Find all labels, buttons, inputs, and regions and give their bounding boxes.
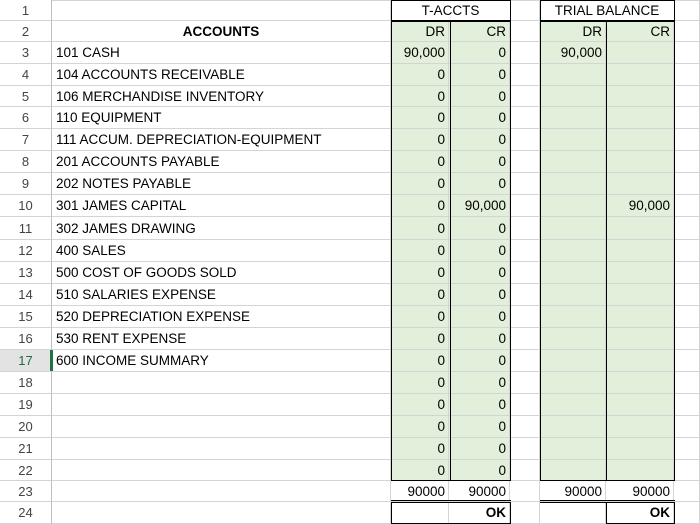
t-accts-dr-cell[interactable]: 0: [391, 328, 449, 350]
spacer-cell[interactable]: [510, 21, 540, 42]
t-accts-dr-cell[interactable]: 0: [391, 262, 449, 284]
empty-cell[interactable]: [674, 107, 700, 129]
trial-balance-header[interactable]: TRIAL BALANCE: [540, 0, 674, 21]
row-header[interactable]: 9: [0, 173, 52, 195]
cell-g1[interactable]: [674, 0, 700, 21]
spacer-cell[interactable]: [510, 481, 540, 502]
row-header[interactable]: 5: [0, 86, 52, 107]
spacer-cell[interactable]: [510, 42, 540, 64]
row-header[interactable]: 2: [0, 21, 52, 42]
table-row: [0, 129, 700, 151]
trial-balance-cr-cell[interactable]: OK: [606, 502, 674, 524]
table-row: [0, 21, 700, 42]
trial-balance-cr-cell[interactable]: [606, 416, 674, 438]
empty-cell[interactable]: [674, 481, 700, 502]
t-accts-header[interactable]: T-ACCTS: [391, 0, 510, 21]
trial-balance-cr-cell[interactable]: [606, 394, 674, 416]
spacer-cell[interactable]: [510, 502, 540, 524]
t-accts-cr-cell[interactable]: 0: [449, 262, 510, 284]
trial-balance-dr-header[interactable]: DR: [540, 21, 606, 42]
account-name-cell[interactable]: 302 JAMES DRAWING: [52, 217, 391, 240]
trial-balance-cr-cell[interactable]: [606, 372, 674, 394]
empty-cell[interactable]: [674, 151, 700, 173]
trial-balance-dr-cell[interactable]: [540, 217, 606, 240]
t-accts-cr-cell[interactable]: 0: [449, 328, 510, 350]
trial-balance-dr-cell[interactable]: [540, 350, 606, 372]
table-row: [0, 372, 700, 394]
trial-balance-dr-cell[interactable]: 90,000: [540, 42, 606, 64]
t-accts-cr-cell[interactable]: 0: [449, 64, 510, 86]
table-row: [0, 107, 700, 129]
trial-balance-cr-cell[interactable]: [606, 151, 674, 173]
account-name-cell[interactable]: 301 JAMES CAPITAL: [52, 195, 391, 217]
empty-cell[interactable]: [674, 86, 700, 107]
row-header[interactable]: 12: [0, 240, 52, 262]
t-accts-cr-cell[interactable]: 0: [449, 284, 510, 306]
spacer-cell[interactable]: [510, 394, 540, 416]
trial-balance-cr-cell[interactable]: 90,000: [606, 195, 674, 217]
trial-balance-cr-cell[interactable]: [606, 64, 674, 86]
spacer-cell[interactable]: [510, 438, 540, 460]
empty-cell[interactable]: [674, 394, 700, 416]
row-header[interactable]: 6: [0, 107, 52, 129]
t-accts-cr-cell[interactable]: 0: [449, 372, 510, 394]
account-name-cell[interactable]: 104 ACCOUNTS RECEIVABLE: [52, 64, 391, 86]
account-name-cell[interactable]: 400 SALES: [52, 240, 391, 262]
empty-cell[interactable]: [674, 262, 700, 284]
trial-balance-cr-cell[interactable]: [606, 240, 674, 262]
t-accts-cr-cell[interactable]: 0: [449, 460, 510, 481]
table-row: [0, 502, 700, 524]
account-name-cell[interactable]: 101 CASH: [52, 42, 391, 64]
row-header[interactable]: 1: [0, 0, 52, 21]
t-accts-cr-cell[interactable]: 0: [449, 107, 510, 129]
table-row: [0, 394, 700, 416]
t-accts-dr-cell[interactable]: 0: [391, 416, 449, 438]
empty-cell[interactable]: [674, 173, 700, 195]
t-accts-dr-cell[interactable]: 0: [391, 107, 449, 129]
trial-balance-cr-cell[interactable]: [606, 328, 674, 350]
table-row: [0, 86, 700, 107]
spacer-cell[interactable]: [510, 151, 540, 173]
t-accts-dr-cell[interactable]: 0: [391, 372, 449, 394]
t-accts-dr-cell[interactable]: 90000: [391, 481, 449, 502]
trial-balance-dr-cell[interactable]: [540, 372, 606, 394]
trial-balance-dr-cell[interactable]: 90000: [540, 481, 606, 502]
trial-balance-dr-cell[interactable]: [540, 86, 606, 107]
account-name-cell[interactable]: 201 ACCOUNTS PAYABLE: [52, 151, 391, 173]
table-row: [0, 416, 700, 438]
empty-cell[interactable]: [674, 306, 700, 328]
empty-cell[interactable]: [674, 129, 700, 151]
trial-balance-cr-cell[interactable]: [606, 217, 674, 240]
t-accts-total-double-underline: [391, 500, 511, 503]
trial-balance-dr-cell[interactable]: [540, 262, 606, 284]
account-name-cell[interactable]: 110 EQUIPMENT: [52, 107, 391, 129]
spacer-cell[interactable]: [510, 306, 540, 328]
spacer-cell[interactable]: [510, 240, 540, 262]
table-row: [0, 350, 700, 372]
row-header[interactable]: 17: [0, 350, 52, 372]
t-accts-dr-cell[interactable]: 90,000: [391, 42, 449, 64]
row-header[interactable]: 8: [0, 151, 52, 173]
spacer-cell[interactable]: [510, 328, 540, 350]
trial-balance-dr-cell[interactable]: [540, 129, 606, 151]
t-accts-dr-cell[interactable]: 0: [391, 306, 449, 328]
row-header[interactable]: 7: [0, 129, 52, 151]
trial-balance-cr-cell[interactable]: [606, 438, 674, 460]
empty-cell[interactable]: [674, 42, 700, 64]
table-row: [0, 0, 700, 21]
t-accts-dr-cell[interactable]: 0: [391, 151, 449, 173]
table-row: [0, 284, 700, 306]
table-row: [0, 173, 700, 195]
cell-a1[interactable]: [52, 0, 391, 21]
table-row: [0, 217, 700, 240]
trial-balance-dr-cell[interactable]: [540, 306, 606, 328]
t-accts-cr-cell[interactable]: 0: [449, 173, 510, 195]
t-accts-dr-cell[interactable]: 0: [391, 195, 449, 217]
account-name-cell[interactable]: 510 SALARIES EXPENSE: [52, 284, 391, 306]
spacer-cell[interactable]: [510, 173, 540, 195]
t-accts-cr-cell[interactable]: 0: [449, 416, 510, 438]
account-name-cell[interactable]: 202 NOTES PAYABLE: [52, 173, 391, 195]
table-row: [0, 460, 700, 481]
t-accts-dr-header[interactable]: DR: [391, 21, 449, 42]
row-header[interactable]: 24: [0, 502, 52, 524]
empty-cell[interactable]: [674, 350, 700, 372]
t-accts-dr-cell[interactable]: 0: [391, 240, 449, 262]
trial-balance-dr-cell[interactable]: [540, 394, 606, 416]
t-accts-dr-cell[interactable]: 0: [391, 284, 449, 306]
row-header[interactable]: 23: [0, 481, 52, 502]
row-header[interactable]: 3: [0, 42, 52, 64]
spacer-cell[interactable]: [510, 107, 540, 129]
t-accts-dr-cell[interactable]: 0: [391, 438, 449, 460]
trial-balance-dr-cell[interactable]: [540, 502, 606, 524]
t-accts-cr-header[interactable]: CR: [449, 21, 510, 42]
spacer-cell[interactable]: [510, 416, 540, 438]
account-name-cell[interactable]: 106 MERCHANDISE INVENTORY: [52, 86, 391, 107]
t-accts-cr-cell[interactable]: 0: [449, 394, 510, 416]
trial-balance-cr-cell[interactable]: [606, 129, 674, 151]
spacer-cell[interactable]: [510, 86, 540, 107]
row-header[interactable]: 20: [0, 416, 52, 438]
account-name-cell[interactable]: [52, 481, 391, 502]
spacer-cell[interactable]: [510, 262, 540, 284]
table-row: [0, 64, 700, 86]
row-header[interactable]: 18: [0, 372, 52, 394]
account-name-cell[interactable]: [52, 502, 391, 524]
empty-cell[interactable]: [674, 502, 700, 524]
t-accts-dr-cell[interactable]: 0: [391, 394, 449, 416]
t-accts-cr-cell[interactable]: OK: [449, 502, 510, 524]
table-row: [0, 438, 700, 460]
empty-cell[interactable]: [674, 416, 700, 438]
trial-balance-dr-cell[interactable]: [540, 240, 606, 262]
accounts-header[interactable]: ACCOUNTS: [52, 21, 391, 42]
trial-balance-dr-cell[interactable]: [540, 460, 606, 481]
trial-balance-dr-cell[interactable]: [540, 151, 606, 173]
account-name-cell[interactable]: [52, 394, 391, 416]
trial-balance-cr-cell[interactable]: [606, 460, 674, 481]
table-row: [0, 306, 700, 328]
empty-cell[interactable]: [674, 438, 700, 460]
empty-cell[interactable]: [674, 195, 700, 217]
spacer-cell[interactable]: [510, 64, 540, 86]
trial-balance-dr-cell[interactable]: [540, 195, 606, 217]
trial-balance-cr-cell[interactable]: [606, 262, 674, 284]
table-row: [0, 42, 700, 64]
row-header[interactable]: 14: [0, 284, 52, 306]
table-row: [0, 262, 700, 284]
account-name-cell[interactable]: [52, 372, 391, 394]
trial-balance-cr-cell[interactable]: [606, 284, 674, 306]
account-name-cell[interactable]: 600 INCOME SUMMARY: [52, 350, 391, 372]
row-header[interactable]: 22: [0, 460, 52, 481]
account-name-cell[interactable]: 520 DEPRECIATION EXPENSE: [52, 306, 391, 328]
table-row: [0, 328, 700, 350]
table-row: [0, 481, 700, 502]
t-accts-dr-cell[interactable]: [391, 502, 449, 524]
trial-balance-dr-cell[interactable]: [540, 173, 606, 195]
spacer-cell[interactable]: [510, 372, 540, 394]
empty-cell[interactable]: [674, 64, 700, 86]
trial-balance-dr-cell[interactable]: [540, 284, 606, 306]
spacer-cell[interactable]: [510, 129, 540, 151]
t-accts-dr-cell[interactable]: 0: [391, 64, 449, 86]
empty-cell[interactable]: [674, 217, 700, 240]
cell-g2[interactable]: [674, 21, 700, 42]
spacer-cell[interactable]: [510, 460, 540, 481]
t-accts-cr-cell[interactable]: 0: [449, 306, 510, 328]
spacer-cell[interactable]: [510, 217, 540, 240]
spacer-cell[interactable]: [510, 350, 540, 372]
row-header[interactable]: 11: [0, 217, 52, 240]
t-accts-dr-cell[interactable]: 0: [391, 350, 449, 372]
empty-cell[interactable]: [674, 460, 700, 481]
trial-balance-cr-cell[interactable]: [606, 86, 674, 107]
trial-balance-dr-cell[interactable]: [540, 438, 606, 460]
trial-balance-dr-cell[interactable]: [540, 107, 606, 129]
t-accts-cr-cell[interactable]: 0: [449, 151, 510, 173]
spacer-cell[interactable]: [510, 195, 540, 217]
empty-cell[interactable]: [674, 372, 700, 394]
t-accts-cr-cell[interactable]: 0: [449, 350, 510, 372]
t-accts-cr-cell[interactable]: 0: [449, 86, 510, 107]
trial-balance-cr-cell[interactable]: [606, 306, 674, 328]
table-row: [0, 195, 700, 217]
trial-balance-dr-cell[interactable]: [540, 416, 606, 438]
t-accts-cr-cell[interactable]: 0: [449, 240, 510, 262]
t-accts-cr-cell[interactable]: 90,000: [449, 195, 510, 217]
row-header[interactable]: 13: [0, 262, 52, 284]
trial-balance-total-double-underline: [540, 500, 675, 503]
t-accts-dr-cell[interactable]: 0: [391, 217, 449, 240]
table-row: [0, 240, 700, 262]
spacer-cell[interactable]: [510, 284, 540, 306]
t-accts-cr-cell[interactable]: 90000: [449, 481, 510, 502]
row-header[interactable]: 21: [0, 438, 52, 460]
account-name-cell[interactable]: [52, 460, 391, 481]
t-accts-dr-cell[interactable]: 0: [391, 460, 449, 481]
t-accts-cr-cell[interactable]: 0: [449, 438, 510, 460]
account-name-cell[interactable]: [52, 438, 391, 460]
account-name-cell[interactable]: [52, 416, 391, 438]
trial-balance-dr-cell[interactable]: [540, 328, 606, 350]
trial-balance-dr-cell[interactable]: [540, 64, 606, 86]
account-name-cell[interactable]: 500 COST OF GOODS SOLD: [52, 262, 391, 284]
table-row: [0, 151, 700, 173]
t-accts-cr-cell[interactable]: 0: [449, 217, 510, 240]
account-name-cell[interactable]: 530 RENT EXPENSE: [52, 328, 391, 350]
trial-balance-cr-cell[interactable]: 90000: [606, 481, 674, 502]
row-header[interactable]: 16: [0, 328, 52, 350]
row-header[interactable]: 4: [0, 64, 52, 86]
cell-d1[interactable]: [510, 0, 540, 21]
account-name-cell[interactable]: 111 ACCUM. DEPRECIATION-EQUIPMENT: [52, 129, 391, 151]
trial-balance-cr-cell[interactable]: [606, 42, 674, 64]
row-header[interactable]: 15: [0, 306, 52, 328]
trial-balance-cr-header[interactable]: CR: [606, 21, 674, 42]
trial-balance-cr-cell[interactable]: [606, 350, 674, 372]
t-accts-cr-cell[interactable]: 0: [449, 129, 510, 151]
row-header[interactable]: 19: [0, 394, 52, 416]
t-accts-cr-cell[interactable]: 0: [449, 42, 510, 64]
t-accts-dr-cell[interactable]: 0: [391, 129, 449, 151]
empty-cell[interactable]: [674, 328, 700, 350]
empty-cell[interactable]: [674, 284, 700, 306]
t-accts-dr-cell[interactable]: 0: [391, 86, 449, 107]
t-accts-dr-cell[interactable]: 0: [391, 173, 449, 195]
trial-balance-cr-cell[interactable]: [606, 173, 674, 195]
empty-cell[interactable]: [674, 240, 700, 262]
row-header[interactable]: 10: [0, 195, 52, 217]
trial-balance-cr-cell[interactable]: [606, 107, 674, 129]
